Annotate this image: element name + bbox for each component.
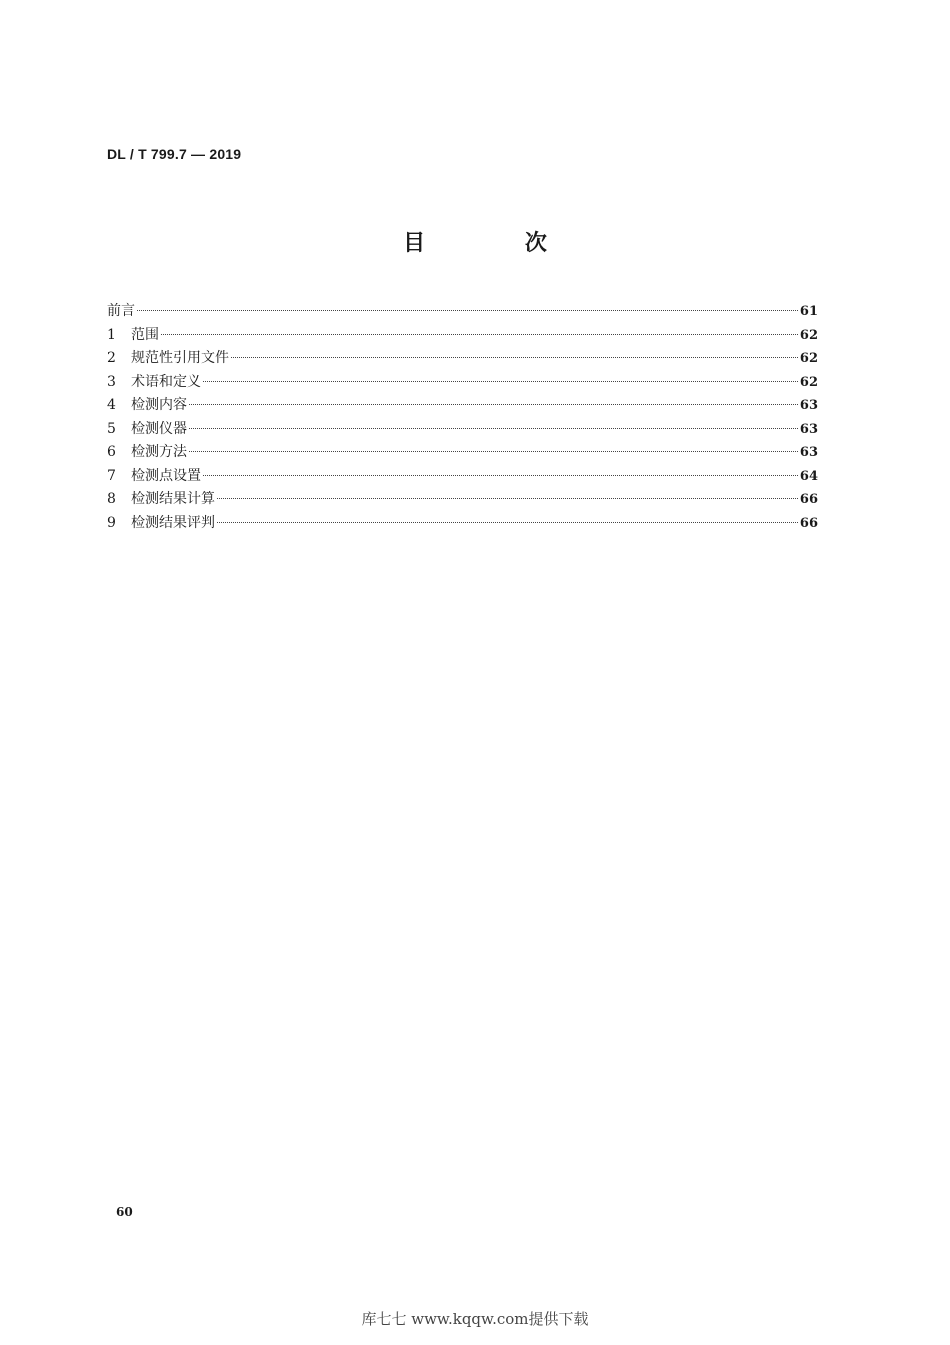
toc-entry-number: 4 <box>107 397 116 413</box>
toc-leader-dots <box>203 381 798 382</box>
toc-entry-label: 范围 <box>131 326 159 343</box>
toc-entry-page: 63 <box>799 398 818 413</box>
standard-code: DL / T 799.7 — 2019 <box>107 146 242 162</box>
toc-entry-9[interactable] <box>107 512 818 536</box>
toc-leader-dots <box>217 498 798 499</box>
toc-entry-foreword[interactable] <box>107 300 818 324</box>
toc-entry-label: 检测结果计算 <box>131 491 215 507</box>
page-number: 60 <box>116 1205 133 1219</box>
toc-entry-page: 62 <box>799 327 818 343</box>
toc-leader-dots <box>189 451 798 452</box>
toc-entry-label: 检测点设置 <box>131 467 201 484</box>
toc-leader-dots <box>217 522 798 523</box>
toc-entry-page: 62 <box>799 351 818 366</box>
toc-entry-8[interactable] <box>107 488 818 512</box>
toc-entry-6[interactable] <box>107 441 818 465</box>
toc-entry-label: 前言 <box>107 303 135 319</box>
toc-entry-7[interactable] <box>107 465 818 489</box>
toc-entry-label: 检测内容 <box>131 397 187 413</box>
toc-entry-3[interactable] <box>107 371 818 395</box>
toc-entry-label: 术语和定义 <box>131 373 201 390</box>
toc-leader-dots <box>189 404 798 405</box>
toc-entry-page: 62 <box>799 374 818 390</box>
toc-entry-label: 检测方法 <box>131 444 187 460</box>
toc-entry-page: 61 <box>799 304 818 319</box>
toc-entry-number: 6 <box>107 444 116 460</box>
toc-entry-2[interactable] <box>107 347 818 371</box>
toc-entry-number: 2 <box>107 350 116 366</box>
toc-leader-dots <box>161 334 798 335</box>
toc-entry-page: 66 <box>799 515 818 531</box>
toc-leader-dots <box>203 475 798 476</box>
toc-entry-4[interactable] <box>107 394 818 418</box>
toc-entry-label: 检测仪器 <box>131 420 187 437</box>
toc-entry-page: 66 <box>799 492 818 507</box>
toc-entry-page: 64 <box>799 468 818 484</box>
toc-entry-number: 3 <box>107 373 116 390</box>
toc-entry-1[interactable] <box>107 324 818 348</box>
toc-entry-label: 检测结果评判 <box>131 514 215 531</box>
toc-entry-number: 9 <box>107 514 116 531</box>
toc-entry-number: 7 <box>107 467 116 484</box>
table-of-contents <box>107 300 818 535</box>
toc-entry-5[interactable] <box>107 418 818 442</box>
toc-entry-page: 63 <box>799 421 818 437</box>
toc-leader-dots <box>231 357 798 358</box>
toc-entry-number: 1 <box>107 326 116 343</box>
toc-entry-label: 规范性引用文件 <box>131 350 229 366</box>
toc-entry-number: 8 <box>107 491 116 507</box>
toc-entry-page: 63 <box>799 445 818 460</box>
toc-leader-dots <box>189 428 798 429</box>
download-watermark: 库七七 www.kqqw.com提供下载 <box>361 1310 589 1328</box>
toc-entry-number: 5 <box>107 420 116 437</box>
toc-leader-dots <box>137 310 798 311</box>
toc-title: 目 次 <box>403 231 593 256</box>
